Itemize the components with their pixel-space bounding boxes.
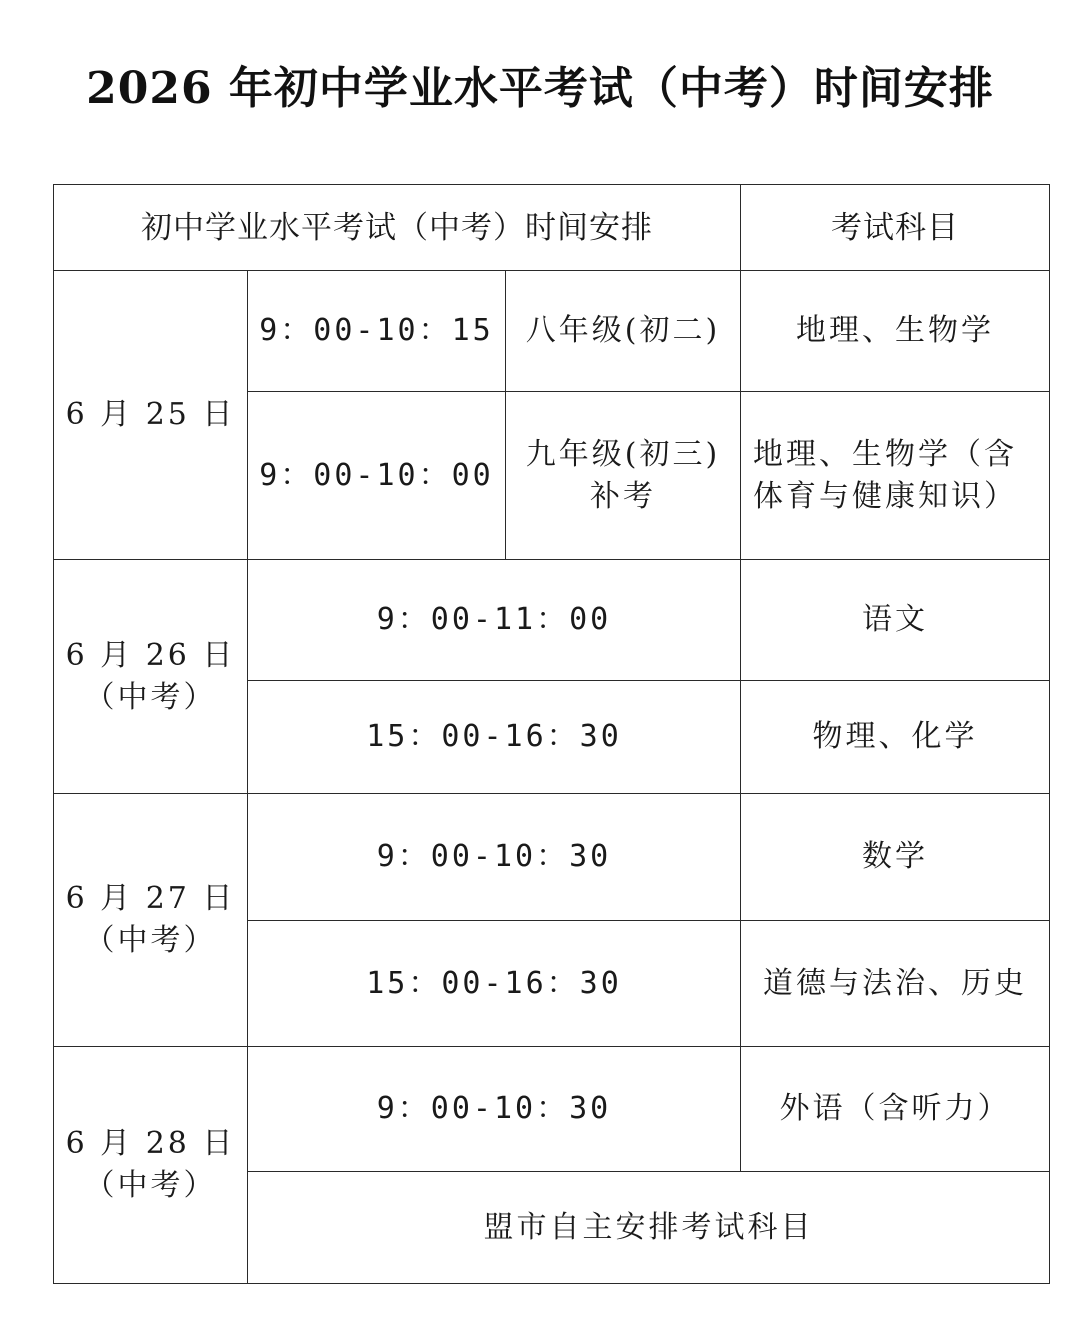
date-cell — [54, 271, 248, 560]
time-cell: 9：00-11：00 — [248, 560, 741, 681]
subject-line-1: 地理、生物学（含 — [753, 436, 1017, 472]
subject-cell: 物理、化学 — [741, 681, 1050, 794]
date-label: 6 月 28 日 — [65, 1126, 236, 1161]
grade-line-1: 九年级(初三) — [525, 436, 721, 472]
date-cell — [54, 560, 248, 794]
time-cell: 15：00-16：30 — [248, 681, 741, 794]
subject-cell: 语文 — [741, 560, 1050, 681]
subject-cell: 数学 — [741, 794, 1050, 921]
date-label: 6 月 27 日 — [65, 881, 236, 916]
exam-schedule-table — [53, 184, 1050, 1284]
table-header-row — [54, 185, 1050, 271]
table-row — [54, 1047, 1050, 1172]
table-row — [54, 271, 1050, 392]
grade-cell: 八年级(初二) — [506, 271, 741, 392]
header-subjects: 考试科目 — [741, 185, 1050, 271]
time-cell: 15：00-16：30 — [248, 921, 741, 1047]
time-cell: 9：00-10：15 — [248, 271, 506, 392]
table-row — [54, 794, 1050, 921]
date-label: 6 月 25 日 — [65, 397, 236, 432]
date-note: （中考） — [84, 923, 217, 958]
time-cell: 9：00-10：30 — [248, 794, 741, 921]
date-cell — [54, 794, 248, 1047]
date-note: （中考） — [84, 679, 217, 715]
subject-cell: 道德与法治、历史 — [741, 921, 1050, 1047]
date-note: （中考） — [84, 1168, 217, 1203]
subject-cell — [741, 392, 1050, 560]
table-row — [54, 560, 1050, 681]
grade-line-2: 补考 — [590, 478, 656, 514]
grade-cell — [506, 392, 741, 560]
subject-cell: 地理、生物学 — [741, 271, 1050, 392]
date-label: 6 月 26 日 — [65, 637, 236, 673]
time-cell: 9：00-10：00 — [248, 392, 506, 560]
header-schedule: 初中学业水平考试（中考）时间安排 — [54, 185, 741, 271]
subject-cell: 外语（含听力） — [741, 1047, 1050, 1172]
page-title: 2026 年初中学业水平考试（中考）时间安排 — [86, 63, 994, 114]
subject-line-2: 体育与健康知识） — [753, 478, 1017, 514]
date-cell — [54, 1047, 248, 1284]
time-cell: 9：00-10：30 — [248, 1047, 741, 1172]
full-width-note-cell: 盟市自主安排考试科目 — [248, 1172, 1050, 1284]
